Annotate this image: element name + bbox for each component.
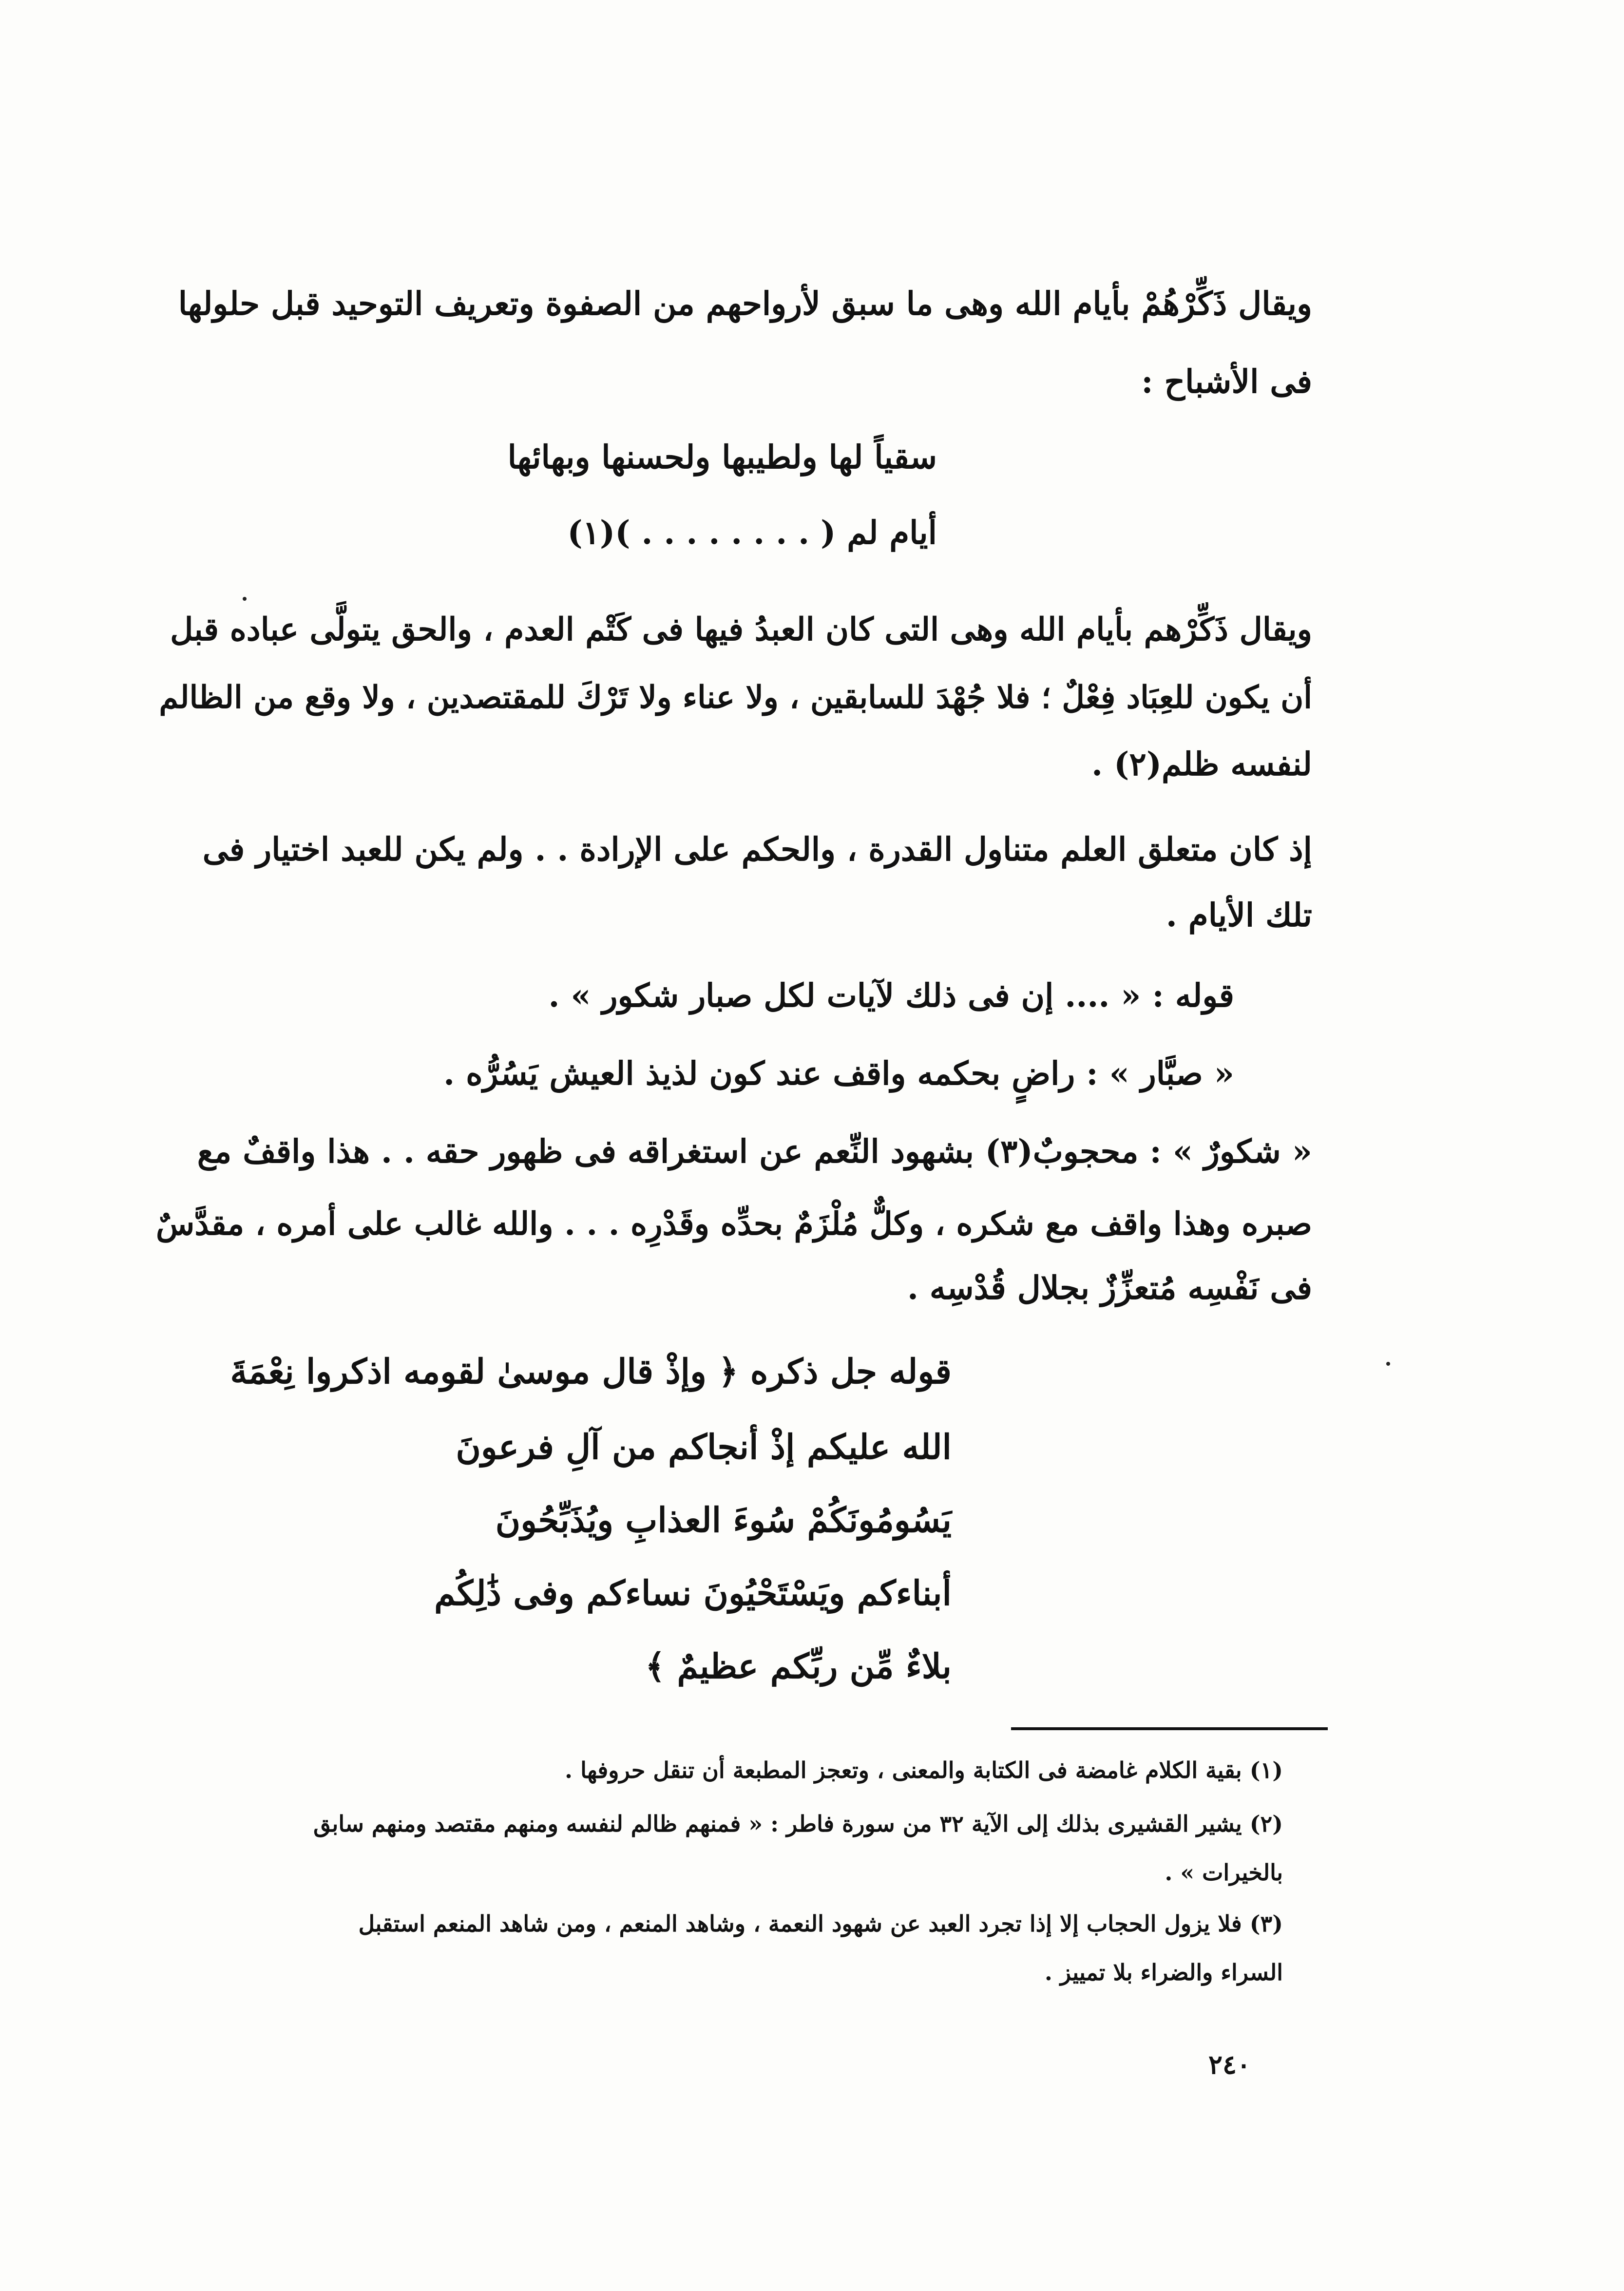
paragraph6-line1: « شكورٌ » : محجوبٌ(٣) بشهود النِّعم عن استغراقه فى ظهور حقه . . هذا واقفٌ مع [197, 1132, 1312, 1170]
verse-line4: أبناءكم ويَسْتَحْيُونَ نساءكم وفى ذَٰلِكُم [434, 1573, 952, 1613]
paragraph2-line2: أن يكون للعِبَاد فِعْلٌ ؛ فلا جُهْدَ للسابقين ، ولا عناء ولا تَرْكَ للمقتصدين ، ولا وقع من الظالم [159, 679, 1312, 716]
footnote-separator [1011, 1727, 1328, 1730]
paragraph4-line1: قوله : « .... إن فى ذلك لآيات لكل صبار شكور » . [548, 976, 1234, 1014]
paragraph6-line3: فى نَفْسِه مُتعزِّزٌ بجلال قُدْسِه . [907, 1269, 1312, 1307]
paragraph2-line1: ويقال ذَكِّرْهم بأيام الله وهى التى كان العبدُ فيها فى كَتْم العدم ، والحق يتولَّى عباده قبل [170, 611, 1312, 648]
footnote-1: (١) بقية الكلام غامضة فى الكتابة والمعنى ، وتعجز المطبعة أن تنقل حروفها . [565, 1757, 1283, 1783]
paragraph3-line2: تلك الأيام . [1165, 896, 1312, 934]
footnote-2-line1: (٢) يشير القشيرى بذلك إلى الآية ٣٢ من سورة فاطر : « فمنهم ظالم لنفسه ومنهم مقتصد ومنهم سابق [313, 1811, 1283, 1837]
verse-line2: الله عليكم إذْ أنجاكم من آلِ فرعونَ [456, 1427, 952, 1467]
footnote-2-line2: بالخيرات » . [1165, 1859, 1283, 1886]
paragraph6-line2: صبره وهذا واقف مع شكره ، وكلٌّ مُلْزَمٌ بحدِّه وقَدْرِه . . . والله غالب على أمره ، مقدَّسٌ [156, 1205, 1312, 1242]
scan-speck [243, 597, 247, 601]
footnote-3-line1: (٣) فلا يزول الحجاب إلا إذا تجرد العبد عن شهود النعمة ، وشاهد المنعم ، ومن شاهد المنعم استقبل [358, 1910, 1283, 1937]
page-number: ٢٤٠ [1208, 2049, 1251, 2080]
poem-line1: سقياً لها ولطيبها ولحسنها وبهائها [507, 438, 937, 476]
poem-line2: أيام لم ( . . . . . . . . )(١) [567, 514, 937, 552]
paragraph5-line1: « صبَّار » : راضٍ بحكمه واقف عند كون لذيذ العيش يَسُرُّه . [443, 1054, 1234, 1092]
footnote-3-line2: السراء والضراء بلا تمييز . [1044, 1959, 1283, 1986]
verse-line5: بلاءٌ مِّن ربِّكم عظيمٌ ﴾ [645, 1646, 952, 1686]
verse-line3: يَسُومُونَكُمْ سُوءَ العذابِ ويُذَبِّحُونَ [495, 1500, 952, 1540]
paragraph1-line1: ويقال ذَكِّرْهُمْ بأيام الله وهى ما سبق لأرواحهم من الصفوة وتعريف التوحيد قبل حلولها [178, 285, 1312, 323]
verse-line1: قوله جل ذكره ﴿ وإذْ قال موسىٰ لقومه اذكروا نِعْمَةَ [230, 1351, 952, 1392]
paragraph2-line3: لنفسه ظلم(٢) . [1091, 745, 1312, 783]
scan-speck [1386, 1362, 1390, 1366]
paragraph3-line1: إذ كان متعلق العلم متناول القدرة ، والحكم على الإرادة . . ولم يكن للعبد اختيار فى [202, 830, 1312, 868]
paragraph1-line2: فى الأشباح : [1141, 363, 1312, 401]
